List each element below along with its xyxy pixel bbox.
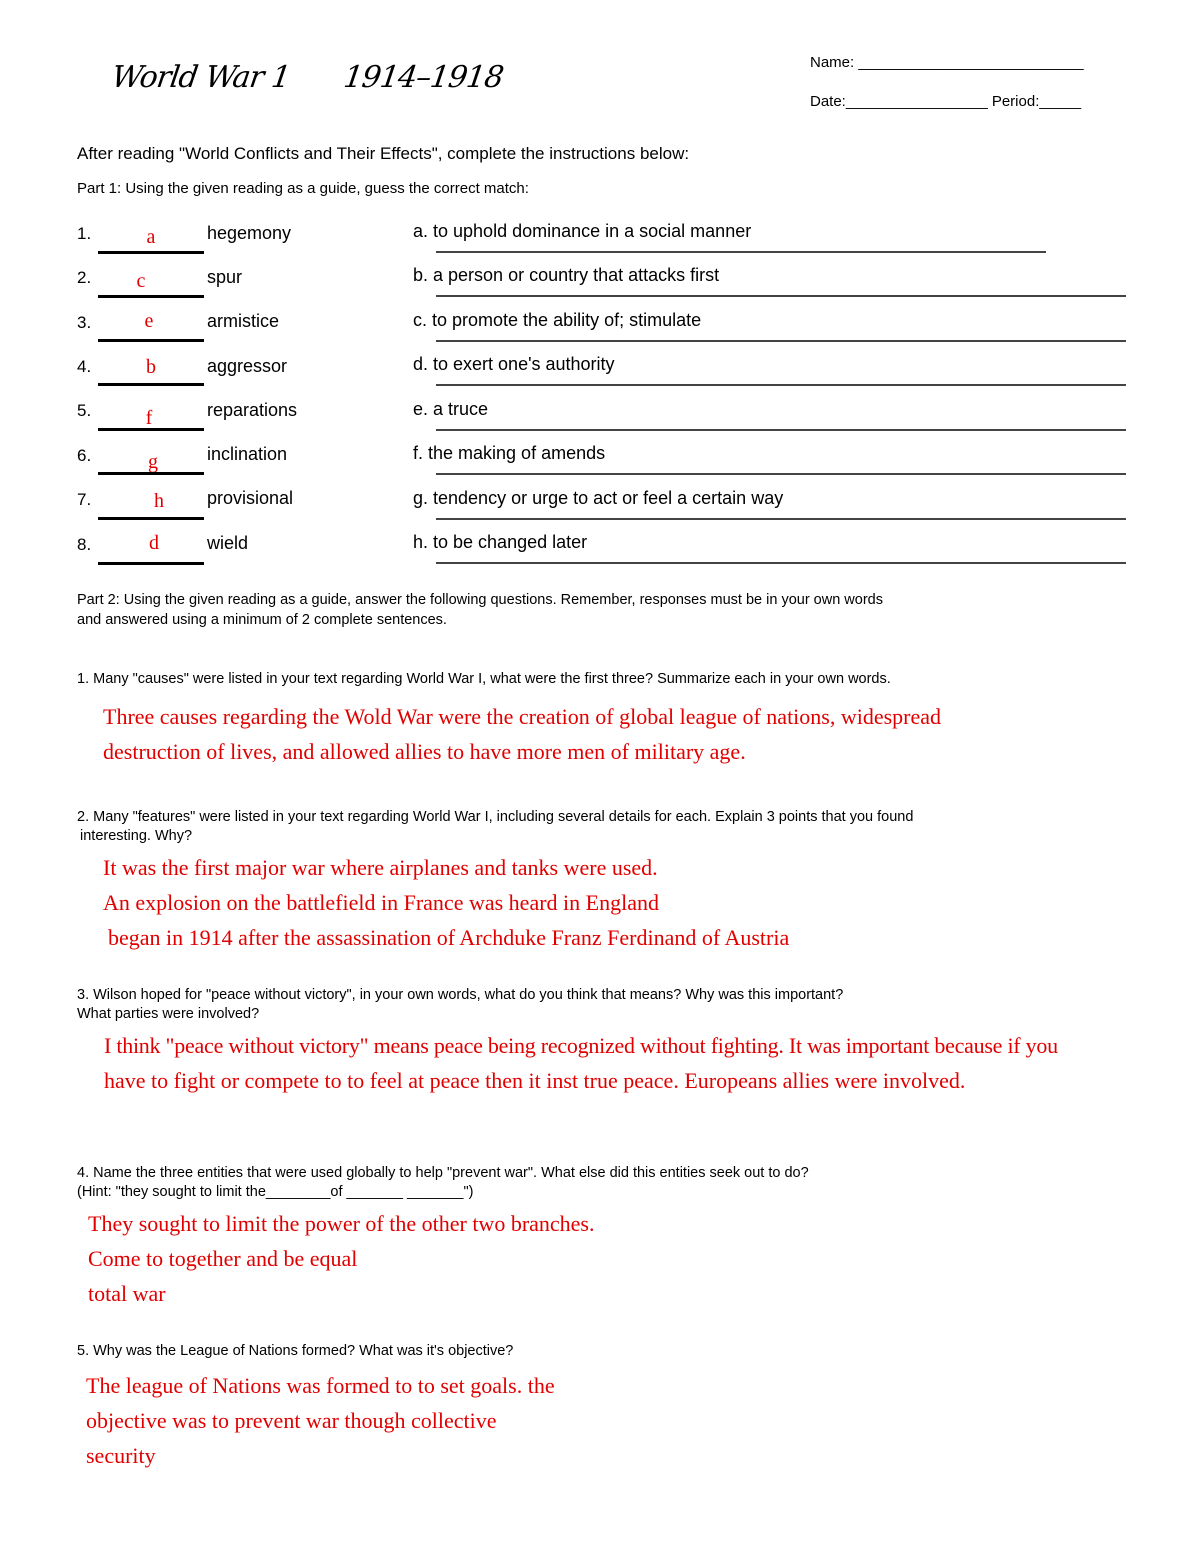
question-3: 3. Wilson hoped for "peace without victory", in your own words, what do you think that means? Why was this important? (77, 987, 844, 1003)
answer-blank (98, 251, 204, 254)
match-number: 3. (77, 313, 92, 332)
definition-rule (436, 340, 1126, 342)
match-answer[interactable]: f (145, 407, 153, 429)
match-definition: d. to exert one's authority (413, 354, 615, 374)
answer-line[interactable]: have to fight or compete to to feel at peace then it inst true peace. Europeans allies were involved. (104, 1068, 966, 1093)
answer-blank (98, 383, 204, 386)
answer-line[interactable]: It was the first major war where airplanes and tanks were used. (103, 855, 658, 880)
answer-line[interactable]: destruction of lives, and allowed allies to have more men of military age. (103, 739, 746, 764)
match-definition: c. to promote the ability of; stimulate (413, 310, 702, 330)
answer-line[interactable]: total war (88, 1281, 166, 1306)
match-number: 8. (77, 535, 92, 554)
question-5: 5. Why was the League of Nations formed? What was it's objective? (77, 1343, 514, 1359)
definition-rule (436, 384, 1126, 386)
match-term: inclination (207, 444, 288, 464)
part2-heading: Part 2: Using the given reading as a guide, answer the following questions. Remember, responses must be in your own words (77, 592, 883, 608)
match-term: armistice (207, 311, 280, 331)
name-field[interactable]: Name: ___________________________ (810, 54, 1084, 71)
answer-blank (98, 295, 204, 298)
answer-line[interactable]: began in 1914 after the assassination of Archduke Franz Ferdinand of Austria (108, 925, 790, 950)
match-number: 2. (77, 268, 92, 287)
match-definition: f. the making of amends (413, 443, 606, 463)
match-answer[interactable]: a (146, 226, 156, 248)
answer-line[interactable]: Three causes regarding the Wold War were the creation of global league of nations, widespread (103, 704, 942, 729)
match-definition: h. to be changed later (413, 532, 588, 552)
match-number: 4. (77, 357, 92, 376)
match-number: 6. (77, 446, 92, 465)
answer-blank (98, 472, 204, 475)
question-4-hint: (Hint: "they sought to limit the________of _______ _______") (77, 1184, 474, 1200)
part2-heading-cont: and answered using a minimum of 2 complete sentences. (77, 612, 447, 628)
match-number: 7. (77, 490, 92, 509)
match-definition: b. a person or country that attacks first (413, 265, 720, 285)
match-answer[interactable]: d (149, 532, 159, 554)
definition-rule (436, 295, 1126, 297)
worksheet-title: World War 1 (109, 60, 293, 95)
match-answer[interactable]: b (146, 356, 156, 378)
part1-heading: Part 1: Using the given reading as a guide, guess the correct match: (77, 180, 529, 197)
worksheet-years: 1914–1918 (341, 60, 506, 95)
definition-rule (436, 562, 1126, 564)
question-2-cont: interesting. Why? (80, 828, 193, 844)
match-answer[interactable]: e (144, 310, 154, 332)
definition-rule (436, 473, 1126, 475)
definition-rule (436, 518, 1126, 520)
answer-line[interactable]: I think "peace without victory" means peace being recognized without fighting. It was important because if you (104, 1033, 1058, 1058)
match-answer[interactable]: c (136, 270, 146, 292)
match-term: wield (207, 533, 249, 553)
match-definition: g. tendency or urge to act or feel a certain way (413, 488, 784, 508)
match-term: provisional (207, 488, 294, 508)
match-definition: e. a truce (413, 399, 489, 419)
instructions: After reading "World Conflicts and Their Effects", complete the instructions below: (77, 144, 690, 163)
answer-blank (98, 339, 204, 342)
answer-line[interactable]: Come to together and be equal (88, 1246, 358, 1271)
answer-blank (98, 428, 204, 431)
answer-blank (98, 562, 204, 565)
answer-line[interactable]: An explosion on the battlefield in France was heard in England (103, 890, 659, 915)
answer-line[interactable]: The league of Nations was formed to to set goals. the (86, 1373, 555, 1398)
question-2: 2. Many "features" were listed in your text regarding World War I, including several details for each. Explain 3 points that you found (77, 809, 914, 825)
match-number: 5. (77, 401, 92, 420)
answer-line[interactable]: They sought to limit the power of the other two branches. (88, 1211, 595, 1236)
match-term: aggressor (207, 356, 288, 376)
match-term: reparations (207, 400, 298, 420)
question-4: 4. Name the three entities that were used globally to help "prevent war". What else did this entities seek out to do? (77, 1165, 809, 1181)
definition-rule (436, 429, 1126, 431)
match-term: hegemony (207, 223, 292, 243)
match-definition: a. to uphold dominance in a social manner (413, 221, 752, 241)
question-3-cont: What parties were involved? (77, 1006, 260, 1022)
answer-line[interactable]: objective was to prevent war though collective (86, 1408, 497, 1433)
definition-rule (436, 251, 1046, 253)
match-number: 1. (77, 224, 92, 243)
match-term: spur (207, 267, 243, 287)
date-period-field[interactable]: Date:_________________ Period:_____ (810, 93, 1082, 110)
answer-blank (98, 517, 204, 520)
match-answer[interactable]: g (148, 451, 158, 473)
answer-line[interactable]: security (86, 1443, 156, 1468)
question-1: 1. Many "causes" were listed in your text regarding World War I, what were the first three? Summarize each in your own words. (77, 671, 891, 687)
match-answer[interactable]: h (154, 490, 164, 512)
